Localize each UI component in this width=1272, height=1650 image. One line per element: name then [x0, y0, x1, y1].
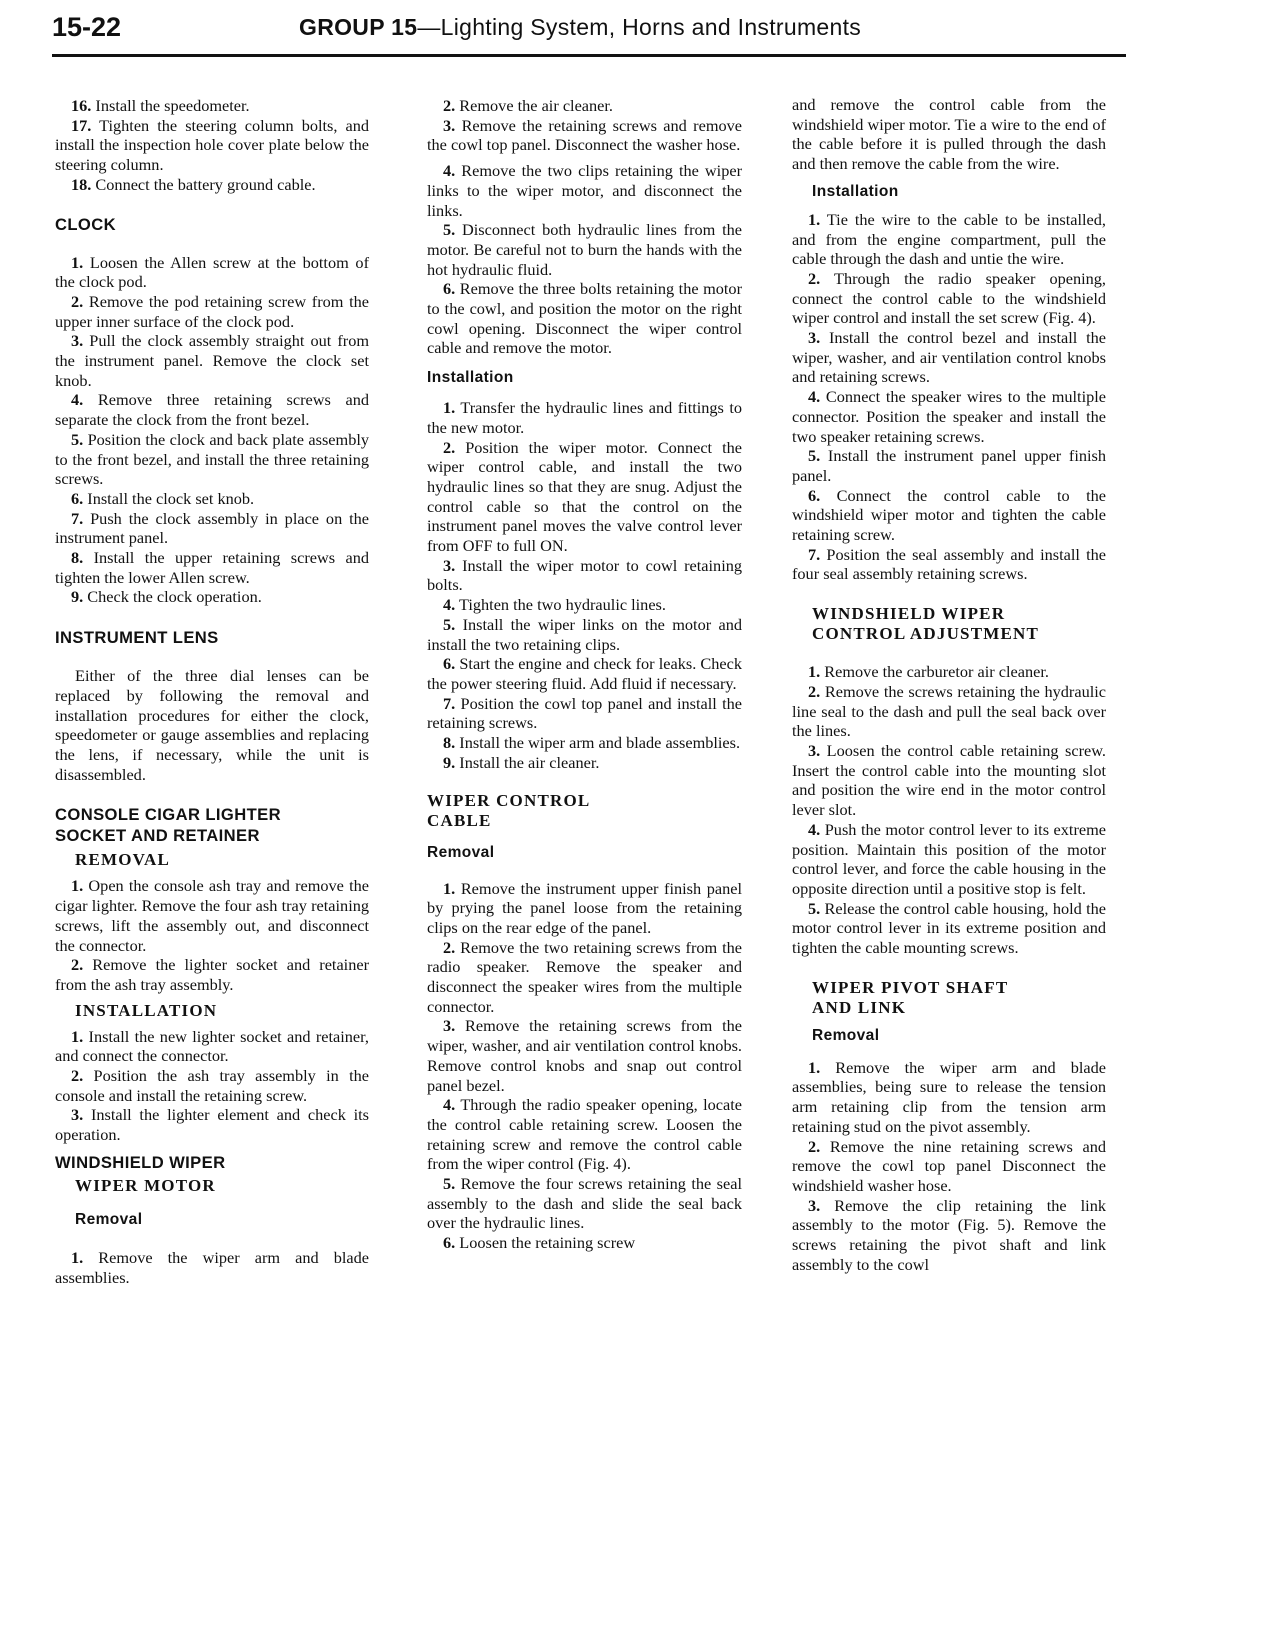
- step: 3. Install the lighter element and check its operation.: [55, 1105, 369, 1145]
- group-label: GROUP 15: [299, 14, 418, 40]
- step: 7. Position the seal assembly and install the four seal assembly retaining screws.: [792, 544, 1106, 584]
- step: 6. Loosen the retaining screw: [443, 1233, 636, 1253]
- subheading-wiper-motor: WIPER MOTOR: [75, 1175, 216, 1195]
- step: 17. Tighten the steering column bolts, and install the inspection hole cover plate below the steering column.: [55, 115, 369, 175]
- paragraph: and remove the control cable from the windshield wiper motor. Tie a wire to the end of the cable before it is pulled through the dash and then remove the cable from the wire.: [792, 95, 1106, 174]
- subheading-installation: Installation: [427, 369, 514, 387]
- column-2: [427, 96, 742, 1253]
- step: 1. Tie the wire to the cable to be installed, and from the engine compartment, pull the cable through the dash and untie the wire.: [792, 209, 1106, 269]
- step: 9. Install the air cleaner.: [443, 752, 600, 772]
- page-title: [299, 14, 861, 41]
- step: 1. Remove the wiper arm and blade assemblies.: [55, 1247, 369, 1287]
- step: 6. Remove the three bolts retaining the motor to the cowl, and position the motor on the right cowl opening. Disconnect the wiper control cable and remove the motor.: [427, 279, 742, 358]
- step: 4. Remove three retaining screws and separate the clock from the front bezel.: [55, 390, 369, 430]
- section-heading-clock: CLOCK: [55, 214, 116, 234]
- step: 1. Open the console ash tray and remove the cigar lighter. Remove the four ash tray retaining screws, lift the assembly out, and disconnect the connector.: [55, 876, 369, 955]
- column-3: [792, 95, 1106, 1274]
- subheading-removal: Removal: [427, 843, 495, 861]
- step: 3. Install the wiper motor to cowl retaining bolts.: [427, 555, 742, 595]
- step: 5. Install the instrument panel upper finish panel.: [792, 446, 1106, 485]
- step: 8. Install the upper retaining screws and tighten the lower Allen screw.: [55, 548, 369, 587]
- step: 1. Transfer the hydraulic lines and fittings to the new motor.: [427, 398, 742, 437]
- step: 18. Connect the battery ground cable.: [71, 174, 316, 194]
- paragraph: Either of the three dial lenses can be replaced by following the removal and installation procedures for either the clock, speedometer or gauge assemblies and replacing the lens, if necessary, while the unit is disassembled.: [55, 666, 369, 784]
- step: 2. Remove the screws retaining the hydraulic line seal to the dash and pull the seal back over the lines.: [792, 681, 1106, 741]
- step: 2. Remove the pod retaining screw from the upper inner surface of the clock pod.: [55, 291, 369, 331]
- subheading-removal: Removal: [812, 1026, 880, 1044]
- step: 5. Release the control cable housing, hold the motor control lever in its extreme position and tighten the cable mounting screws.: [792, 898, 1106, 958]
- step: 2. Remove the nine retaining screws and remove the cowl top panel Disconnect the windshield washer hose.: [792, 1136, 1106, 1195]
- section-heading-pivot-shaft: WIPER PIVOT SHAFT AND LINK: [812, 977, 1009, 1017]
- section-heading-cigar: CONSOLE CIGAR LIGHTER SOCKET AND RETAINER: [55, 805, 281, 846]
- step: 4. Connect the speaker wires to the multiple connector. Position the speaker and install the two speaker retaining screws.: [792, 387, 1106, 446]
- step: 1. Loosen the Allen screw at the bottom of the clock pod.: [55, 252, 369, 292]
- step: 3. Pull the clock assembly straight out from the instrument panel. Remove the clock set knob.: [55, 331, 369, 390]
- step: 4. Remove the two clips retaining the wiper links to the wiper motor, and disconnect the links.: [427, 161, 742, 220]
- step: 5. Install the wiper links on the motor and install the two retaining clips.: [427, 614, 742, 654]
- step: 8. Install the wiper arm and blade assemblies.: [443, 733, 741, 753]
- step: 5. Remove the four screws retaining the seal assembly to the dash and slide the seal back over the hydraulic lines.: [427, 1174, 742, 1233]
- section-heading-control-adjustment: WINDSHIELD WIPER CONTROL ADJUSTMENT: [812, 604, 1040, 644]
- step: 2. Remove the two retaining screws from the radio speaker. Remove the speaker and disconnect the speaker wires from the multiple connector.: [427, 937, 742, 1016]
- subheading-removal: REMOVAL: [75, 850, 170, 870]
- section-heading-windshield-wiper: WINDSHIELD WIPER: [55, 1152, 226, 1172]
- section-heading-wiper-control-cable: WIPER CONTROL CABLE: [427, 790, 591, 830]
- step: 2. Position the ash tray assembly in the console and install the retaining screw.: [55, 1066, 369, 1105]
- column-1: [55, 96, 369, 1287]
- step: 7. Position the cowl top panel and install the retaining screws.: [427, 693, 742, 733]
- step: 6. Install the clock set knob.: [71, 488, 255, 508]
- page-number: 15-22: [52, 12, 122, 42]
- step: 7. Push the clock assembly in place on the instrument panel.: [55, 508, 369, 548]
- step: 9. Check the clock operation.: [71, 587, 262, 607]
- step: 3. Remove the clip retaining the link assembly to the motor (Fig. 5). Remove the screws retaining the pivot shaft and link assembly to the cowl: [792, 1195, 1106, 1274]
- subheading-installation: INSTALLATION: [75, 1000, 218, 1020]
- page-header: [52, 10, 1126, 57]
- step: 4. Push the motor control lever to its extreme position. Maintain this position of the motor control lever, and force the cable housing in the opposite direction until a positive stop is felt.: [792, 819, 1106, 898]
- step: 5. Position the clock and back plate assembly to the front bezel, and install the three retaining screws.: [55, 429, 369, 489]
- step: 2. Position the wiper motor. Connect the wiper control cable, and install the two hydraulic lines so that they are snug. Adjust the control cable so that the control on the instrument panel moves the valve control lever from OFF to full ON.: [427, 437, 742, 556]
- step: 2. Remove the lighter socket and retainer from the ash tray assembly.: [55, 955, 369, 994]
- step: 3. Remove the retaining screws and remove the cowl top panel. Disconnect the washer hose.: [427, 115, 742, 155]
- chapter-title: —Lighting System, Horns and Instruments: [417, 14, 862, 40]
- step: 4. Through the radio speaker opening, locate the control cable retaining screw. Loosen the retaining screw and remove the control cable from the wiper control (Fig. 4).: [427, 1095, 742, 1174]
- section-heading-lens: INSTRUMENT LENS: [55, 628, 219, 648]
- step: 3. Remove the retaining screws from the wiper, washer, and air ventilation control knobs. Remove control knobs and snap out control panel bezel.: [427, 1016, 742, 1095]
- step: 1. Remove the instrument upper finish panel by prying the panel loose from the retaining clips on the rear edge of the panel.: [427, 878, 742, 937]
- step: 16. Install the speedometer.: [71, 96, 250, 115]
- step: 6. Start the engine and check for leaks. Check the power steering fluid. Add fluid if necessary.: [427, 654, 742, 693]
- step: 3. Loosen the control cable retaining screw. Insert the control cable into the mounting slot and position the wire end in the motor control lever slot.: [792, 740, 1106, 820]
- step: 6. Connect the control cable to the windshield wiper motor and tighten the cable retaining screw.: [792, 485, 1106, 545]
- step: 2. Remove the air cleaner.: [443, 96, 613, 115]
- subheading-removal: Removal: [75, 1210, 143, 1228]
- subheading-installation: Installation: [812, 182, 899, 200]
- step: 2. Through the radio speaker opening, connect the control cable to the windshield wiper control and install the set screw (Fig. 4).: [792, 268, 1106, 328]
- step: 3. Install the control bezel and install the wiper, washer, and air ventilation control knobs and retaining screws.: [792, 328, 1106, 387]
- step: 1. Remove the wiper arm and blade assemblies, being sure to release the tension arm retaining clip from the tension arm retaining stud on the pivot assembly.: [792, 1057, 1106, 1136]
- step: 1. Install the new lighter socket and retainer, and connect the connector.: [55, 1026, 369, 1066]
- step: 4. Tighten the two hydraulic lines.: [443, 595, 666, 615]
- step: 5. Disconnect both hydraulic lines from the motor. Be careful not to burn the hands with the hot hydraulic fluid.: [427, 220, 742, 279]
- step: 1. Remove the carburetor air cleaner.: [808, 662, 1049, 682]
